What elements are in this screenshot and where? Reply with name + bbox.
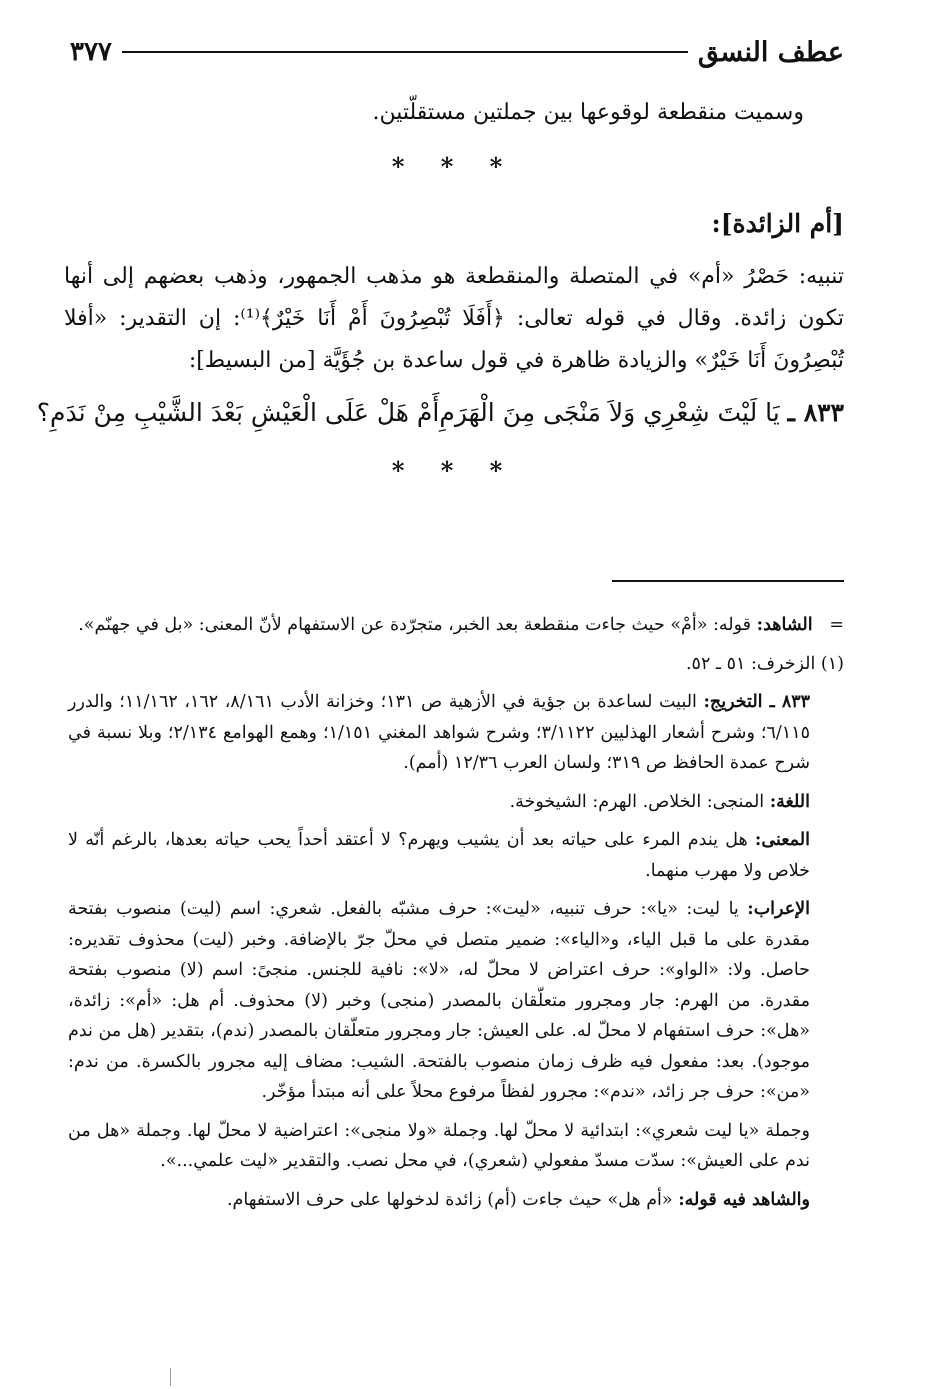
running-title: عطف النسق [697,36,844,68]
section-separator-2: * * * [391,456,517,485]
scan-mark [170,1368,171,1386]
footnote-shahid [68,1185,844,1216]
footnote-lugha [68,787,844,818]
running-header [70,28,844,76]
verse-second-hemistich: أَمْ هَلْ عَلَى الْعَيْشِ بَعْدَ الشَّيْبِ مِنْ نَدَمِ؟ [36,398,440,427]
note-paragraph: تنبيه: حَصْرُ «أم» في المتصلة والمنقطعة هو مذهب الجمهور، وذهب بعضهم إلى أنها تكون زائدة. وقال في قوله تعالى: ﴿أَفَلَا تُبْصِرُونَ أَمْ أَنَا خَيْرٌ﴾⁽¹⁾: إن التقدير: «أفلا تُبْصِرُونَ أَنَا خَيْرٌ» والزيادة ظاهرة في قول ساعدة بن جُؤَيَّة [من البسيط]: [64,264,844,373]
section-separator: * * * [391,152,517,181]
footnote-1: (١) الزخرف: ٥١ ـ ٥٢. [685,653,844,674]
continuation-mark: = [829,615,844,635]
footnotes [68,610,844,1223]
shahid-final-text: «أم هل» حيث جاءت (أم) زائدة لدخولها على حرف الاستفهام. [226,1189,679,1210]
shahid-label: الشاهد: [756,615,813,635]
verse-first-hemistich: يَا لَيْتَ شِعْرِي وَلاَ مَنْجَى مِنَ الْهَرَمِ [439,398,780,427]
shahid-final-label: والشاهد فيه قوله: [678,1189,810,1210]
footnote-irab [68,894,844,1108]
lugha-text: المنجى: الخلاص. الهرم: الشيخوخة. [509,791,770,812]
footnote-mana [68,825,844,886]
mana-label: المعنى: [754,830,810,850]
intro-sentence: وسميت منقطعة لوقوعها بين جملتين مستقلّتين. [372,100,804,125]
footnote-takhrij [68,687,844,779]
mana-text: هل يندم المرء على حياته بعد أن يشيب ويهرم؟ لا أعتقد أحداً يحب حياته بعدها، بالرغم أنّه لا خلاص ولا مهرب منهما. [68,830,810,881]
page-number: ٣٧٧ [70,37,112,67]
footnote-rule [612,580,844,582]
irab-text: يا ليت: «يا»: حرف تنبيه، «ليت»: حرف مشبّه بالفعل. شعري: اسم (ليت) منصوب بفتحة مقدرة على ما قبل الياء، و«الياء»: ضمير متصل في محلّ جرّ بالإضافة. وخبر (ليت) محذوف تقديره: حاصل. ولا: «الواو»: حرف اعتراض لا محلّ له، «لا»: نافية للجنس. منجىً: اسم (لا) منصوب بفتحة مقدرة. من الهرم: جار ومجرور متعلّقان بالمصدر (منجى) وخبر (لا) محذوف. أم هل: «أم»: زائدة، «هل»: حرف استفهام لا محلّ له. على العيش: جار ومجرور متعلّقان بالمصدر (ندم)، بتقدير (هل من ندم موجود). بعد: مفعول فيه ظرف زمان منصوب بالفتحة. الشيب: مضاف إليه مجرور بالكسرة. من ندم: «من»: حرف جر زائد، «ندم»: مجرور لفظاً مرفوع محلاً على أنه مبتدأ مؤخّر. [68,899,810,1102]
header-rule [122,51,688,53]
verse-line [36,388,844,438]
shahid-text: قوله: «أمْ» حيث جاءت منقطعة بعد الخبر، متجرّدة عن الاستفهام لأنّ المعنى: «بل في جهنّم». [78,615,757,635]
verse-number: ٨٣٣ ـ [787,398,844,427]
lugha-label: اللغة: [769,791,810,812]
irab-label: الإعراب: [747,899,810,919]
footnote-shahid-continued [68,610,844,641]
main-text [36,92,844,504]
verse-first-half [439,388,844,438]
takhrij-text: البيت لساعدة بن جؤية في الأزهية ص ١٣١؛ وخزانة الأدب ٨/١٦١، ١٦٢، ١١/١٦٢؛ والدرر ٦/١١٥؛ وشرح أشعار الهذليين ٣/١١٢٢؛ وشرح شواهد المغني ١/١٥١؛ وهمع الهوامع ٢/١٣٤؛ وبلا نسبة في شرح عمدة الحافظ ص ٣١٩؛ ولسان العرب ١٢/٣٦ (أمم). [68,692,810,773]
takhrij-label: ٨٣٣ ـ التخريج: [703,692,811,712]
footnote-jumal: وجملة «يا ليت شعري»: ابتدائية لا محلّ لها. وجملة «ولا منجى»: اعتراضية لا محلّ لها. وجملة «هل من ندم على العيش»: سدّت مسدّ مفعولي (شعري)، في محل نصب. والتقدير «ليت علمي...». [68,1120,810,1171]
section-heading: [أم الزائدة]: [711,209,844,238]
